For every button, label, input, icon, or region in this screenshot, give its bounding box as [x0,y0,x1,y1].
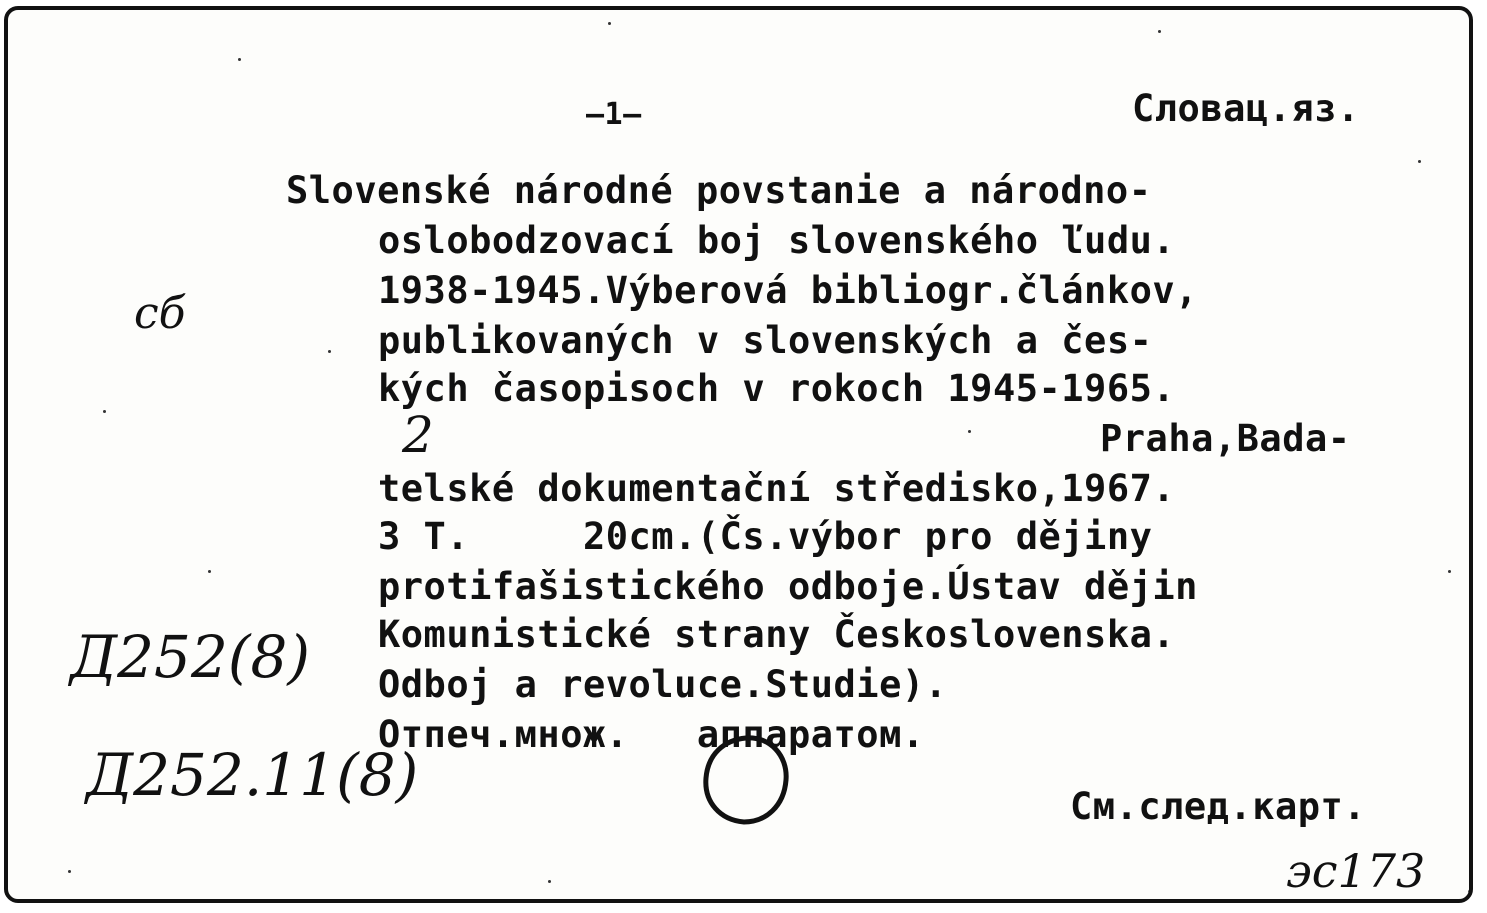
entry-line-3: 1938-1945.Výberová bibliogr.článkov, [378,269,1198,312]
speck [208,570,211,573]
handwritten-mark-cb: сб [134,288,186,339]
entry-line-10: Komunistické strany Československa. [378,613,1176,656]
page-marker: —1— [586,97,642,132]
speck [1468,890,1471,893]
entry-line-12: Отпеч.множ. аппаратом. [378,713,925,756]
handwritten-volume-mark: 2 [402,406,434,464]
speck [968,430,971,433]
handwritten-shelf-mark-2: Д252.11(8) [86,741,419,809]
punch-hole-icon [696,730,796,830]
handwritten-card-number: эс173 [1286,844,1426,898]
entry-line-2: oslobodzovací boj slovenského ľudu. [378,219,1176,262]
speck [548,880,551,883]
entry-line-11: Odboj a revoluce.Studie). [378,663,948,706]
entry-line-5: kých časopisoch v rokoch 1945-1965. [378,367,1176,410]
entry-line-13: См.след.карт. [1070,785,1367,828]
speck [1158,30,1161,33]
entry-line-6: Praha,Bada- [1100,417,1351,460]
entry-line-9: protifašistického odboje.Ústav dějin [378,565,1198,608]
speck [1418,160,1421,163]
entry-line-8: 3 T. 20cm.(Čs.výbor pro dějiny [378,515,1153,558]
entry-line-7: telské dokumentační středisko,1967. [378,467,1176,510]
speck [68,870,71,873]
speck [238,58,241,61]
entry-line-1: Slovenské národné povstanie a národno- [286,169,1152,212]
speck [608,22,611,25]
subject-heading: Словац.яз. [1132,87,1360,130]
speck [103,410,106,413]
speck [1448,570,1451,573]
catalog-card [4,6,1473,903]
speck [328,350,331,353]
handwritten-shelf-mark-1: Д252(8) [70,623,311,691]
entry-line-4: publikovaných v slovenských a čes- [378,319,1153,362]
